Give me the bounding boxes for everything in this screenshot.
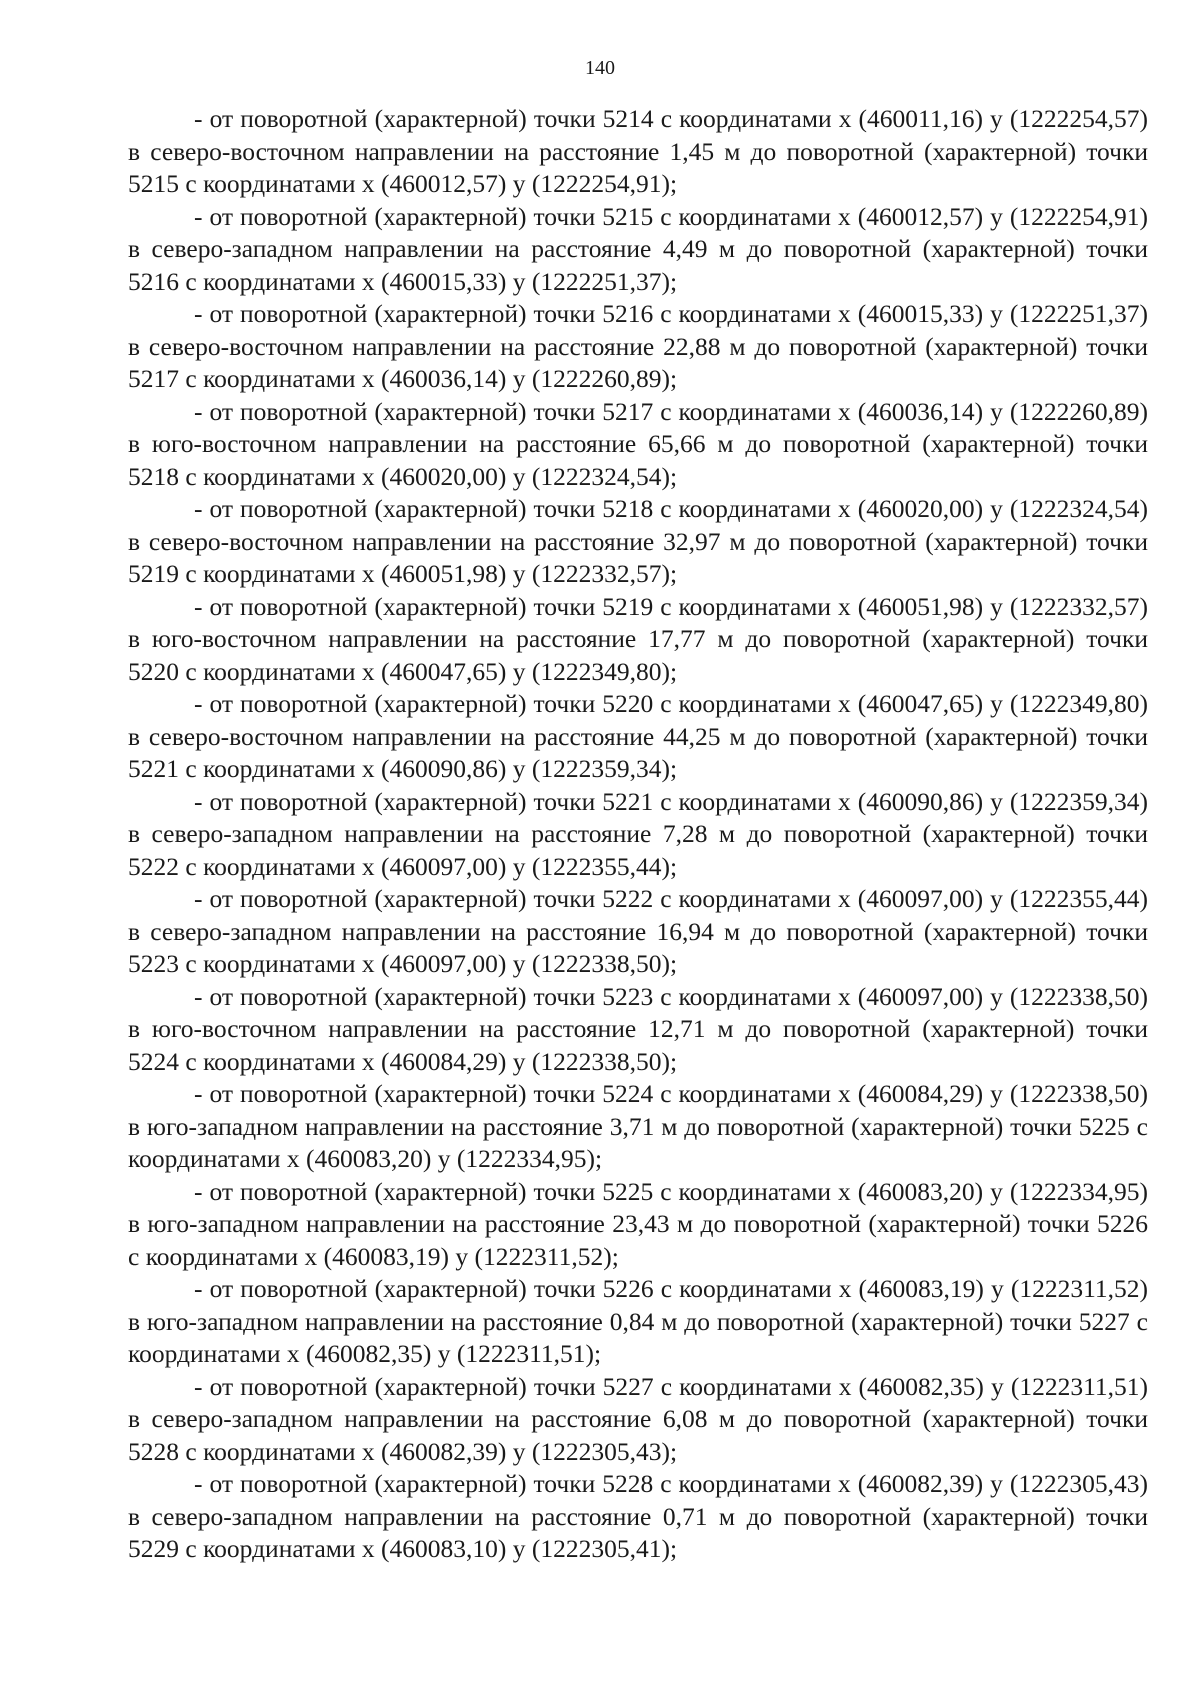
boundary-segment-5228: - от поворотной (характерной) точки 5228 с координатами х (460082,39) у (1222305,43) в северо-западном направлении на расстояние 0,71 м до поворотной (характерной) точки 5229 с координатами х (460083,10) у (1222305,41); [128, 1469, 1148, 1563]
boundary-segment-5216: - от поворотной (характерной) точки 5216 с координатами х (460015,33) у (1222251,37) в северо-восточном направлении на расстояние 22,88 м до поворотной (характерной) точки 5217 с координатами х (460036,14) у (1222260,89); [128, 299, 1148, 393]
page-number: 140 [585, 57, 615, 79]
boundary-segment-5225: - от поворотной (характерной) точки 5225 с координатами х (460083,20) у (1222334,95) в юго-западном направлении на расстояние 23,43 м до поворотной (характерной) точки 5226 с координатами х (460083,19) у (1222311,52); [128, 1176, 1148, 1271]
boundary-segment-5220: - от поворотной (характерной) точки 5220 с координатами х (460047,65) у (1222349,80) в северо-восточном направлении на расстояние 44,25 м до поворотной (характерной) точки 5221 с координатами х (460090,86) у (1222359,34); [128, 689, 1148, 783]
boundary-segment-5219: - от поворотной (характерной) точки 5219 с координатами х (460051,98) у (1222332,57) в юго-восточном направлении на расстояние 17,77 м до поворотной (характерной) точки 5220 с координатами х (460047,65) у (1222349,80); [128, 591, 1148, 686]
boundary-segment-5223: - от поворотной (характерной) точки 5223 с координатами х (460097,00) у (1222338,50) в юго-восточном направлении на расстояние 12,71 м до поворотной (характерной) точки 5224 с координатами х (460084,29) у (1222338,50); [128, 981, 1148, 1076]
boundary-segment-5224: - от поворотной (характерной) точки 5224 с координатами х (460084,29) у (1222338,50) в юго-западном направлении на расстояние 3,71 м до поворотной (характерной) точки 5225 с координатами х (460083,20) у (1222334,95); [128, 1079, 1148, 1173]
boundary-segment-5217: - от поворотной (характерной) точки 5217 с координатами х (460036,14) у (1222260,89) в юго-восточном направлении на расстояние 65,66 м до поворотной (характерной) точки 5218 с координатами х (460020,00) у (1222324,54); [128, 396, 1148, 491]
boundary-segment-5214: - от поворотной (характерной) точки 5214 с координатами х (460011,16) у (1222254,57) в северо-восточном направлении на расстояние 1,45 м до поворотной (характерной) точки 5215 с координатами х (460012,57) у (1222254,91); [128, 104, 1148, 198]
boundary-segment-5221: - от поворотной (характерной) точки 5221 с координатами х (460090,86) у (1222359,34) в северо-западном направлении на расстояние 7,28 м до поворотной (характерной) точки 5222 с координатами х (460097,00) у (1222355,44); [128, 786, 1148, 881]
document-body [128, 103, 1148, 1566]
boundary-segment-5226: - от поворотной (характерной) точки 5226 с координатами х (460083,19) у (1222311,52) в юго-западном направлении на расстояние 0,84 м до поворотной (характерной) точки 5227 с координатами х (460082,35) у (1222311,51); [128, 1274, 1148, 1368]
boundary-segment-5222: - от поворотной (характерной) точки 5222 с координатами х (460097,00) у (1222355,44) в северо-западном направлении на расстояние 16,94 м до поворотной (характерной) точки 5223 с координатами х (460097,00) у (1222338,50); [128, 884, 1148, 978]
boundary-segment-5218: - от поворотной (характерной) точки 5218 с координатами х (460020,00) у (1222324,54) в северо-восточном направлении на расстояние 32,97 м до поворотной (характерной) точки 5219 с координатами х (460051,98) у (1222332,57); [128, 494, 1148, 588]
boundary-segment-5227: - от поворотной (характерной) точки 5227 с координатами х (460082,35) у (1222311,51) в северо-западном направлении на расстояние 6,08 м до поворотной (характерной) точки 5228 с координатами х (460082,39) у (1222305,43); [128, 1371, 1148, 1466]
boundary-segment-5215: - от поворотной (характерной) точки 5215 с координатами х (460012,57) у (1222254,91) в северо-западном направлении на расстояние 4,49 м до поворотной (характерной) точки 5216 с координатами х (460015,33) у (1222251,37); [128, 201, 1148, 296]
